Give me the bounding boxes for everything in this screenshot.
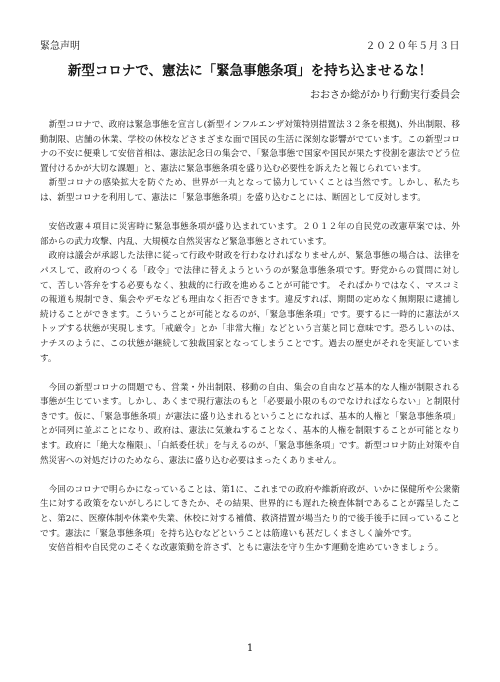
paragraph-closing-call: 安倍首相や自民党のこそくな改憲策動を許さず、ともに憲法を守り生かす運動を進めていきましょう。 [48,543,444,554]
paragraph-corona-lessons: 今回のコロナで明らかになっていることは、第1に、これまでの政府や維新府政が、いかに保健所や公衆衛生に対する政策をないがしろにしてきたか、その結果、世界的にも遅れた検査体制であることが露呈したこと、第2に、医療体制や休業や失業、休校に対する補償、救済措置が場当たり的で後手後手に回っていることです。憲法に「緊急事態条項」を持ち込むなどということは筋違いも甚だしくまさしく論外です。 [40,484,460,539]
paragraph-emergency-clause-explained: 政府は議会が承認した法律に従って行政や財政を行わなければなりませんが、緊急事態の場合は、法律をパスして、政府のつくる「政令」で法律に替えようというのが緊急事態条項です。野党からの質問に対して、苦しい答弁をする必要もなく、独裁的に行政を進めることが可能です。 それぱかりではなく、マスコミの報道も規制でき、集会やデモなども理由なく拒否できます。違反すれば、期間の定めなく無期限に逮捕し続けることができます。こういうことが可能となるのが、「緊急事態条項」です。要するに一時的に憲法がストップする状態が実現します。「戒厳令」とか「非常大権」などという言葉と同じ意味です。恐ろしいのは、ナチスのように、この状態が継続して独裁国家となってしまうことです。過去の歴史がそれを実証しています。 [40,251,460,364]
page-number: 1 [246,643,254,654]
statement-date: ２０２０年５月３日 [365,41,460,52]
paragraph-intro: 新型コロナで、政府は緊急事態を宣言し(新型インフルエンザ対策特別措置法３２条を根拠)、外出制限、移動制限、店舗の休業、学校の休校などさまざまな面で国民の生活に深刻な影響がでています。この新型コロナの不安に便乗して安倍首相は、憲法記念日の集会で、「緊急事態で国家や国民が果たす役割を憲法でどう位置付けるかが大切な課題」と、憲法に緊急事態条項を盛り込む必要性を訴えたと報じられています。 [40,120,460,174]
paragraph-ldp-draft: 安倍改憲４項目に災害時に緊急事態条項が盛り込まれています。２０１２年の自民党の改憲草案では、外部からの武力攻撃、内乱、大規模な自然災害など緊急事態とされています。 [40,222,460,247]
document-body [40,118,460,556]
statement-type-label: 緊急声明 [40,41,80,52]
document-header [40,40,460,54]
paragraph-human-rights: 今回の新型コロナの問題でも、営業・外出制限、移動の自由、集会の自由など基本的な人権が制限される事態が生じています。しかし、あくまで現行憲法のもと「必要最小限のものでなければならない」と制限付きです。仮に、「緊急事態条項」が憲法に盛り込まれるということになれば、基本的人権と「緊急事態条項」とが同列に並ぶことになり、政府は、憲法に気兼ねすることなく、基本的人権を制限することが可能となります。政府に「絶大な権限」、「白紙委任状」を与えるのが、「緊急事態条項」です。新型コロナ防止対策や自然災害への対処だけのためなら、憲法に盛り込む必要はまったくありません。 [40,382,460,466]
issuing-organization: おおさか総がかり行動実行委員会 [310,90,460,101]
paragraph-opposition: 新型コロナの感染拡大を防ぐため、世界が一丸となって協力していくことは当然です。しかし、私たちは、新型コロナを利用して、憲法に「緊急事態条項」を盛り込むことには、断固として反対します。 [40,178,460,203]
document-title: 新型コロナで、憲法に「緊急事態条項」を持ち込ませるな！ [67,63,433,79]
